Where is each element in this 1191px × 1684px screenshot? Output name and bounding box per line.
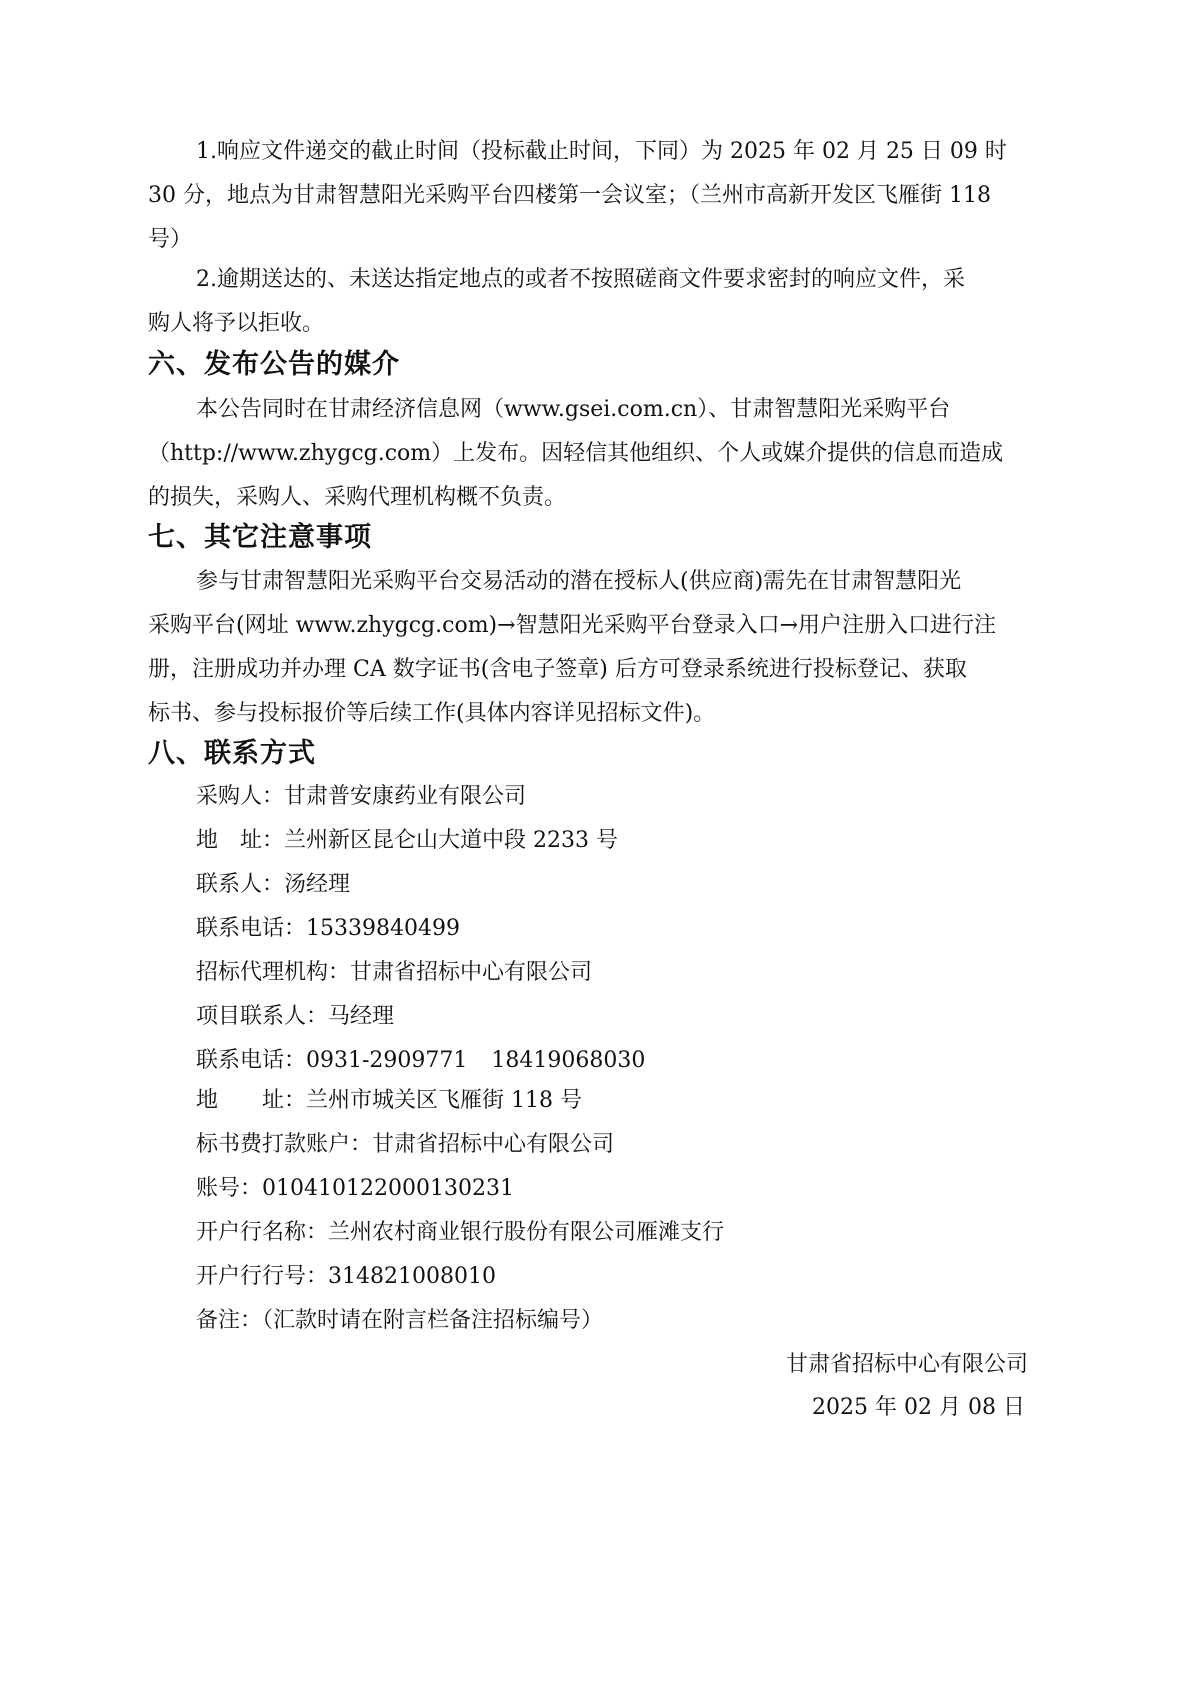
purchaser-phone: 联系电话：15339840499 — [196, 916, 460, 941]
agency-phone — [196, 1046, 1056, 1076]
agency-phone-primary: 联系电话：0931-2909771 — [196, 1048, 468, 1073]
account-number: 账号：010410122000130231 — [196, 1176, 514, 1201]
section5-p2-line1: 2.逾期送达的、未送达指定地点的或者不按照磋商文件要求密封的响应文件，采 — [196, 267, 965, 292]
section7-heading: 七、其它注意事项 — [148, 522, 372, 553]
project-contact: 项目联系人：马经理 — [196, 1004, 395, 1029]
section7-line1: 参与甘肃智慧阳光采购平台交易活动的潜在授标人(供应商)需先在甘肃智慧阳光 — [196, 569, 962, 594]
section5-p1-line1: 1.响应文件递交的截止时间（投标截止时间，下同）为 2025 年 02 月 25 日 09 时 — [196, 139, 1007, 164]
section7-line2: 采购平台(网址 www.zhygcg.com)→智慧阳光采购平台登录入口→用户注册入口进行注 — [148, 613, 997, 638]
agency-phone-secondary: 18419068030 — [491, 1048, 646, 1073]
signature-date: 2025 年 02 月 08 日 — [812, 1395, 1025, 1420]
agency-name: 招标代理机构：甘肃省招标中心有限公司 — [196, 960, 593, 985]
remittance-note: 备注：（汇款时请在附言栏备注招标编号） — [196, 1308, 604, 1333]
agency-address: 地 址：兰州市城关区飞雁街 118 号 — [196, 1088, 582, 1113]
section5-p2-line2: 购人将予以拒收。 — [148, 311, 325, 336]
purchaser-name: 采购人：甘肃普安康药业有限公司 — [196, 784, 527, 809]
bank-number: 开户行行号：314821008010 — [196, 1264, 496, 1289]
section6-line2: （http://www.zhygcg.com）上发布。因轻信其他组织、个人或媒介提供的信息而造成 — [148, 441, 1004, 466]
section7-line4: 标书、参与投标报价等后续工作(具体内容详见招标文件)。 — [148, 701, 716, 726]
section7-line3: 册，注册成功并办理 CA 数字证书(含电子签章) 后方可登录系统进行投标登记、获取 — [148, 657, 967, 682]
signature-org: 甘肃省招标中心有限公司 — [786, 1352, 1029, 1377]
section5-p1-line2: 30 分，地点为甘肃智慧阳光采购平台四楼第一会议室；（兰州市高新开发区飞雁街 118 — [148, 183, 991, 208]
section6-heading: 六、发布公告的媒介 — [148, 349, 400, 380]
section5-p1-line3: 号） — [148, 227, 193, 252]
section8-heading: 八、联系方式 — [148, 738, 316, 769]
purchaser-address: 地 址：兰州新区昆仑山大道中段 2233 号 — [196, 828, 618, 853]
fee-account: 标书费打款账户：甘肃省招标中心有限公司 — [196, 1132, 615, 1157]
section6-line3: 的损失，采购人、采购代理机构概不负责。 — [148, 485, 567, 510]
purchaser-contact: 联系人：汤经理 — [196, 872, 351, 897]
section6-line1: 本公告同时在甘肃经济信息网（www.gsei.com.cn）、甘肃智慧阳光采购平台 — [196, 397, 951, 422]
bank-name: 开户行名称：兰州农村商业银行股份有限公司雁滩支行 — [196, 1220, 725, 1245]
